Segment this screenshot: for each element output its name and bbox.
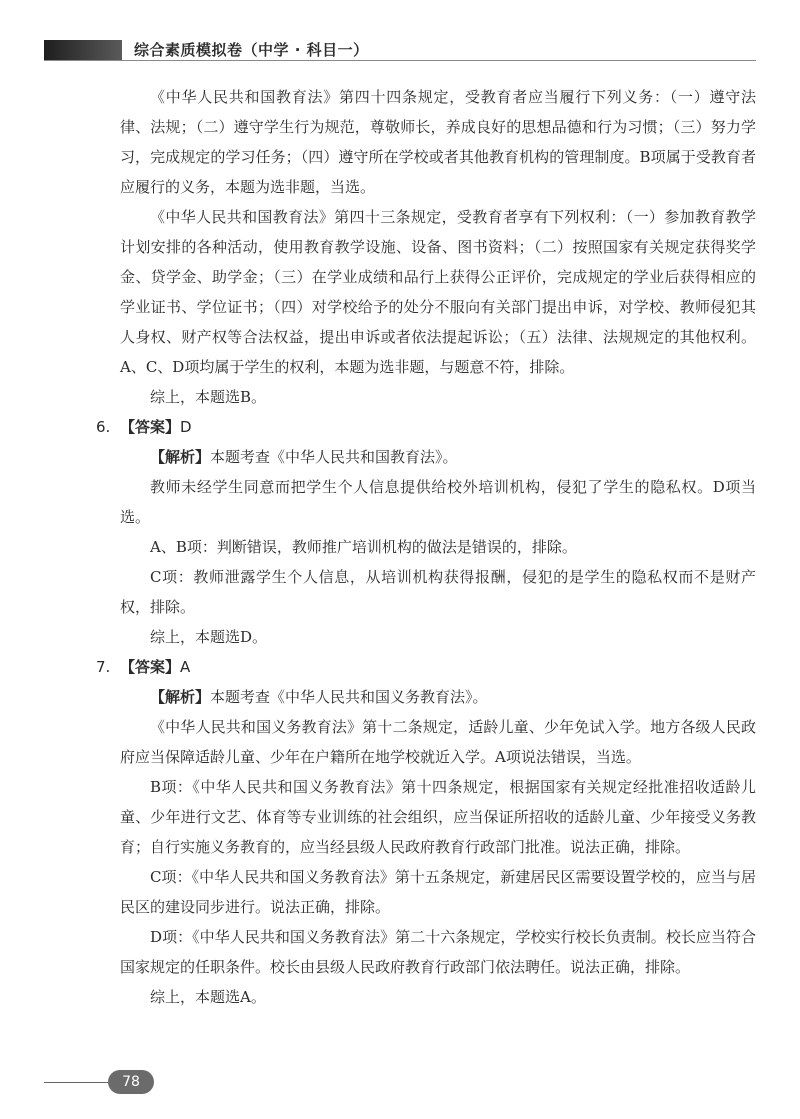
q6-conclusion: 综上，本题选D。 [150, 628, 268, 646]
q6-analysis-line [120, 442, 756, 472]
q6-paragraph: C项：教师泄露学生个人信息，从培训机构获得报酬，侵犯的是学生的隐私权而不是财产权，排除。 [120, 568, 756, 616]
q7-paragraph: D项：《中华人民共和国义务教育法》第二十六条规定，学校实行校长负责制。校长应当符合国家规定的任职条件。校长由县级人民政府教育行政部门依法聘任。说法正确，排除。 [120, 928, 756, 976]
paragraph-conclusion-5: 综上，本题选B。 [150, 388, 267, 406]
paragraph-rights: 《中华人民共和国教育法》第四十三条规定，受教育者享有下列权利：（一）参加教育教学计划安排的各种活动，使用教育教学设施、设备、图书资料；（二）按照国家有关规定获得奖学金、贷学金、助学金；（三）在学业成绩和品行上获得公正评价，完成规定的学业后获得相应的学业证书、学位证书；（四）对学校给予的处分不服向有关部门提出申诉，对学校、教师侵犯其人身权、财产权等合法权益，提出申诉或者依法提起诉讼；（五）法律、法规规定的其他权利。A、C、D项均属于学生的权利，本题为选非题，与题意不符，排除。 [120, 208, 756, 376]
q7-analysis-tag: 【解析】 [150, 688, 211, 706]
q7-paragraph: C项：《中华人民共和国义务教育法》第十五条规定，新建居民区需要设置学校的，应当与居民区的建设同步进行。说法正确，排除。 [120, 868, 756, 916]
q6-number: 6. [96, 418, 111, 436]
q7-analysis: 本题考查《中华人民共和国义务教育法》。 [210, 688, 488, 706]
q6-paragraph: A、B项：判断错误，教师推广培训机构的做法是错误的，排除。 [150, 538, 577, 556]
header-rule [44, 60, 756, 61]
running-header-title: 综合素质模拟卷（中学 · 科目一） [134, 41, 369, 59]
q7-conclusion: 综上，本题选A。 [150, 988, 266, 1006]
q6-answer: D [180, 418, 192, 436]
q7-paragraph: 《中华人民共和国义务教育法》第十二条规定，适龄儿童、少年免试入学。地方各级人民政府应当保障适龄儿童、少年在户籍所在地学校就近入学。A项说法错误，当选。 [120, 718, 756, 766]
q7-answer: A [180, 658, 191, 676]
header-decor-bar [44, 40, 122, 60]
q6-analysis: 本题考查《中华人民共和国教育法》。 [210, 448, 458, 466]
page-number-badge: 78 [108, 1070, 154, 1094]
footer-rule [44, 1082, 108, 1083]
q7-paragraph: B项：《中华人民共和国义务教育法》第十四条规定，根据国家有关规定经批准招收适龄儿童、少年进行文艺、体育等专业训练的社会组织，应当保证所招收的适龄儿童、少年接受义务教育；自行实施义务教育的，应当经县级人民政府教育行政部门批准。说法正确，排除。 [120, 778, 756, 856]
page-body [96, 82, 756, 1012]
q7-number: 7. [96, 658, 111, 676]
q6-analysis-tag: 【解析】 [150, 448, 211, 466]
q6-answer-tag: 【答案】 [120, 418, 181, 436]
paragraph-duties: 《中华人民共和国教育法》第四十四条规定，受教育者应当履行下列义务：（一）遵守法律、法规；（二）遵守学生行为规范，尊敬师长，养成良好的思想品德和行为习惯；（三）努力学习，完成规定的学习任务；（四）遵守所在学校或者其他教育机构的管理制度。B项属于受教育者应履行的义务，本题为选非题，当选。 [120, 88, 756, 196]
q7-answer-tag: 【答案】 [120, 658, 181, 676]
q6-paragraph: 教师未经学生同意而把学生个人信息提供给校外培训机构，侵犯了学生的隐私权。D项当选。 [120, 478, 756, 526]
q7-answer-line [96, 652, 756, 682]
q6-answer-line [96, 412, 756, 442]
q7-analysis-line [120, 682, 756, 712]
